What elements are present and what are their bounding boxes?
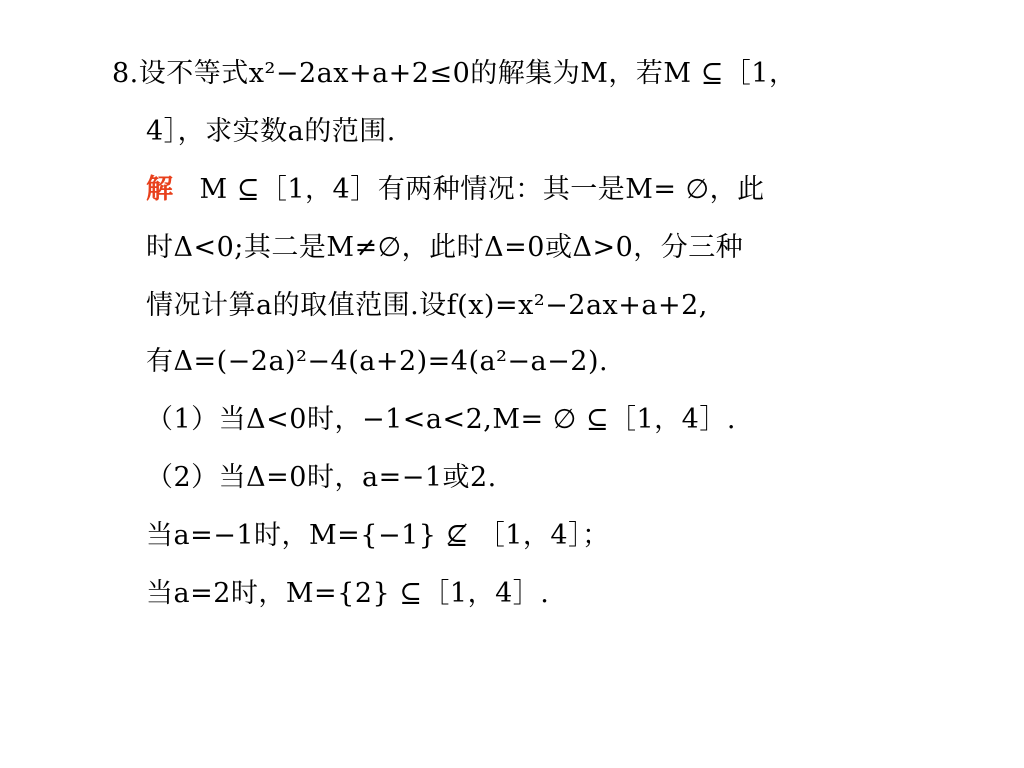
problem-line-2: 4］，求实数a的范围. xyxy=(146,116,396,147)
solution-line-8: 当a=2时，M={2} ⊆［1，4］. xyxy=(146,578,550,609)
problem-line-1 xyxy=(112,54,796,94)
solution-line-3: 情况计算a的取值范围.设f(x)=x²−2ax+a+2, xyxy=(146,290,708,321)
solution-label: 解 xyxy=(146,174,174,205)
problem-text-1: 设不等式x²−2ax+a+2≤0的解集为M，若M ⊆［1， xyxy=(138,58,797,89)
solution-line-2: 时Δ<0;其二是M≠∅，此时Δ=0或Δ>0，分三种 xyxy=(146,232,744,263)
solution-line-7: 当a=−1时，M={−1} ⊈ ［1，4］； xyxy=(146,520,610,551)
solution-line-5: （1）当Δ<0时，−1<a<2,M= ∅ ⊆［1，4］. xyxy=(146,404,736,435)
problem-number: 8. xyxy=(112,58,139,89)
solution-line-6: （2）当Δ=0时，a=−1或2. xyxy=(146,462,497,493)
solution-line-4: 有Δ=(−2a)²−4(a+2)=4(a²−a−2). xyxy=(146,346,609,377)
solution-line-1 xyxy=(146,170,765,210)
solution-text-1: M ⊆［1，4］有两种情况：其一是M= ∅，此 xyxy=(199,174,765,205)
